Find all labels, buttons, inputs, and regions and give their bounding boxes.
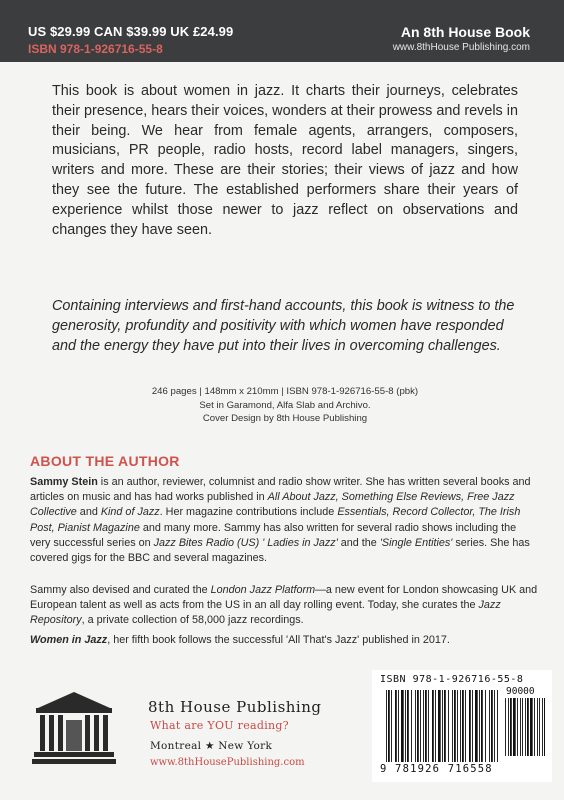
barcode-bar <box>497 690 498 762</box>
barcode-bar <box>485 690 486 762</box>
barcode-bar <box>428 690 429 762</box>
barcode-bar <box>395 690 397 762</box>
publisher-cities: Montreal ★ New York <box>150 740 273 752</box>
bio-text: , a private collection of 58,000 jazz recordings. <box>81 614 304 627</box>
bio-text: —a new event for London showcasing UK and European talent as well as acts from the US in an all day rolling event. Today, she curates the <box>30 584 538 612</box>
barcode-bar <box>438 690 441 762</box>
barcode-bar <box>544 698 545 756</box>
specs-line-3: Cover Design by 8th House Publishing <box>202 413 368 424</box>
barcode-bar <box>435 690 436 762</box>
barcode-bar <box>420 690 421 762</box>
barcode-bar <box>425 690 427 762</box>
bio-text: . Her magazine contributions include <box>159 506 338 519</box>
bio-paragraph-3 <box>30 633 538 648</box>
bio-italic: All About Jazz, Something Else Reviews, Free Jazz Collective <box>30 491 515 519</box>
barcode-bar <box>527 698 529 756</box>
barcode-bar <box>454 690 456 762</box>
barcode-box <box>372 670 552 782</box>
barcode-bar <box>525 698 526 756</box>
bio-text: , her fifth book follows the successful 'All That's Jazz' published in 2017. <box>107 634 450 646</box>
bio-text: Sammy also devised and curated the <box>30 584 211 596</box>
barcode-bar <box>432 690 434 762</box>
bio-paragraph-2 <box>30 583 538 629</box>
barcode-bar <box>520 698 521 756</box>
barcode-bar <box>472 690 473 762</box>
imprint-label: An 8th House Book <box>400 24 530 40</box>
barcode-bar <box>510 698 512 756</box>
barcode-bar <box>539 698 540 756</box>
book-title: Women in Jazz <box>30 634 108 646</box>
barcode-bar <box>475 690 478 762</box>
barcode-bar <box>448 690 449 762</box>
publisher-tagline: What are YOU reading? <box>150 719 289 732</box>
specs-line-2: Set in Garamond, Alfa Slab and Archivo. <box>199 399 371 411</box>
barcode-bar <box>537 698 538 756</box>
barcode-bar <box>534 698 535 756</box>
author-name: Sammy Stein <box>30 476 98 488</box>
specs-line-1: 246 pages | 148mm x 210mm | ISBN 978-1-926716-55-8 (pbk) <box>151 386 419 397</box>
barcode-bar <box>411 690 412 762</box>
barcode-bar <box>481 690 483 762</box>
blurb-italic-paragraph: Containing interviews and first-hand accounts, this book is witness to the generosity, profundity and positivity with which women have responded and the energy they have put into their lives in overcoming challenges. <box>52 298 515 354</box>
barcode-bar <box>444 690 446 762</box>
barcode-bar <box>469 690 471 762</box>
barcode-bar <box>457 690 458 762</box>
barcode-bar <box>415 690 416 762</box>
bio-text: and the <box>337 536 380 549</box>
bio-italic: Essentials, Record Collector, The Irish Post, Pianist Magazine <box>30 506 521 534</box>
barcode-bar <box>491 690 493 762</box>
barcode-bar <box>517 698 518 756</box>
barcode-bar <box>405 690 406 762</box>
barcode-bar <box>494 690 495 762</box>
barcode-isbn-text: ISBN 978-1-926716-55-8 <box>380 674 524 685</box>
barcode-bar <box>489 690 490 762</box>
barcode-bar <box>386 690 387 762</box>
publisher-temple-logo <box>32 690 116 766</box>
barcode-bars <box>386 690 498 762</box>
barcode-bar <box>401 690 404 762</box>
about-author-heading: ABOUT THE AUTHOR <box>30 453 180 469</box>
bio-italic: 'Single Entities' <box>379 536 453 549</box>
barcode-bar <box>508 698 509 756</box>
barcode-bar <box>479 690 480 762</box>
barcode-bar <box>465 690 466 762</box>
bio-italic: London Jazz Platform <box>210 584 316 596</box>
prices: US $29.99 CAN $39.99 UK £24.99 <box>28 24 234 39</box>
barcode-bar <box>442 690 443 762</box>
bio-text: and many more. Sammy has also written for several radio shows including the very successful series on <box>30 521 517 549</box>
bio-italic: Jazz Bites Radio (US) ' Ladies in Jazz' <box>153 536 338 549</box>
bio-italic: Kind of Jazz <box>100 506 160 519</box>
isbn-top: ISBN 978-1-926716-55-8 <box>28 42 163 56</box>
barcode-bar <box>522 698 523 756</box>
imprint-url: www.8thHouse Publishing.com <box>392 42 530 53</box>
barcode-bar <box>407 690 409 762</box>
barcode-addon-bars <box>505 698 545 756</box>
barcode-bar <box>388 690 390 762</box>
publisher-url: www.8thHousePublishing.com <box>150 757 305 768</box>
barcode-bar <box>462 690 464 762</box>
bio-paragraph-1 <box>30 475 538 566</box>
bio-text: series. She has covered gigs for the BBC and several magazines. <box>30 536 530 565</box>
barcode-bar <box>530 698 533 756</box>
barcode-bar <box>505 698 506 756</box>
barcode-bar <box>398 690 399 762</box>
bio-text: and <box>76 506 101 519</box>
barcode-bar <box>417 690 419 762</box>
barcode-bar <box>513 698 516 756</box>
barcode-bar <box>452 690 453 762</box>
barcode-bar <box>542 698 543 756</box>
barcode-addon-digits: 90000 <box>506 686 535 697</box>
barcode-bar <box>423 690 424 762</box>
blurb-paragraph: This book is about women in jazz. It charts their journeys, celebrates their presence, hears their voices, wonders at their prowess and revels in their being. We hear from female agents, arrangers, composers, musicians, PR people, radio hosts, record label managers, singers, writers and more. These are their stories; their views of jazz and how they see the future. The established performers share their years of experience whilst those newer to jazz reflect on observations and changes they have seen. <box>52 83 518 238</box>
top-price-bar <box>0 0 564 62</box>
bio-italic: Jazz Repository <box>30 599 501 627</box>
book-specs <box>52 385 518 426</box>
barcode-digits: 9 781926 716558 <box>380 763 493 775</box>
barcode-bar <box>460 690 461 762</box>
bio-text: is an author, reviewer, columnist and radio show writer. She has written several books and articles on music and has had works published in <box>30 476 531 504</box>
barcode-bar <box>391 690 392 762</box>
publisher-name: 8th House Publishing <box>148 698 322 716</box>
